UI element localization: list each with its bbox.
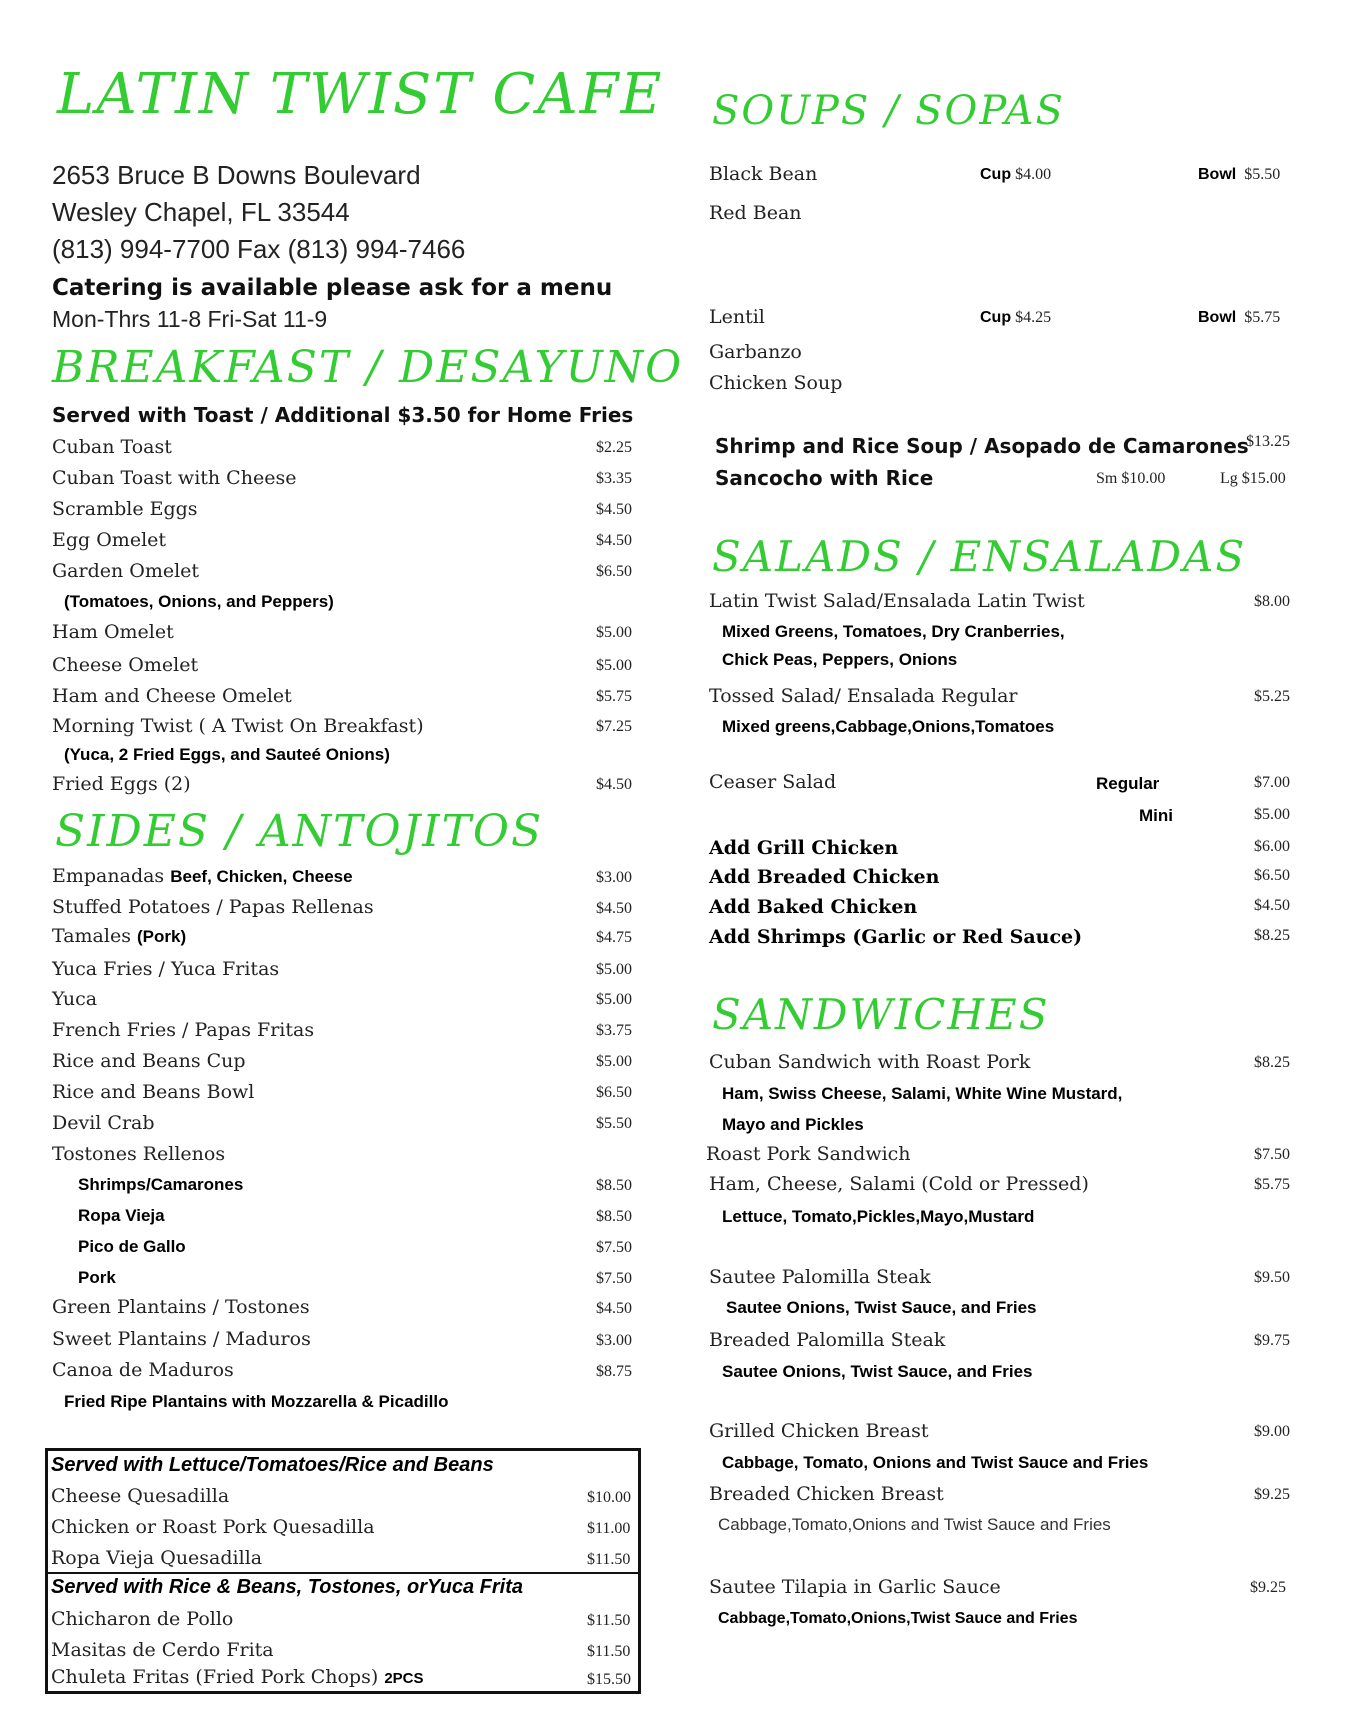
menu-item-price: $3.00 [596,869,632,886]
cafe-title: LATIN TWIST CAFE [57,62,664,127]
address-line2: Wesley Chapel, FL 33544 [52,197,350,227]
menu-item-name: Sweet Plantains / Maduros [52,1328,311,1350]
menu-item-name: Ham and Cheese Omelet [52,685,292,707]
sandwich-cuban: Cuban Sandwich with Roast Pork [709,1051,1031,1073]
item-extra: (Pork) [137,927,187,946]
sandwiches-title: SANDWICHES [712,990,1050,1039]
menu-item-price: $5.25 [1254,688,1290,705]
soup-red-bean: Red Bean [709,202,802,224]
menu-item-name: Tamales (Pork) [52,925,187,947]
soup-shrimp-price: $13.25 [1246,433,1290,450]
item-description: Chick Peas, Peppers, Onions [722,650,958,669]
menu-item-price: $15.50 [587,1671,631,1688]
menu-item-price: $8.00 [1254,593,1290,610]
menu-item-price: $7.00 [1254,774,1290,791]
address-line1: 2653 Bruce B Downs Boulevard [52,160,421,190]
menu-item-price: $3.75 [596,1022,632,1039]
soups-title: SOUPS / SOPAS [712,88,1065,134]
salad-add-on: Add Grill Chicken [709,837,899,859]
bowl-label: Bowl [1198,309,1237,326]
item-description: Fried Ripe Plantains with Mozzarella & Picadillo [64,1392,449,1411]
menu-item-name: Canoa de Maduros [52,1359,234,1381]
sandwich-grilled-chicken: Grilled Chicken Breast [709,1420,929,1442]
menu-sub-item: Pico de Gallo [78,1237,186,1256]
menu-sub-item: Ropa Vieja [78,1206,165,1225]
menu-item-name: Rice and Beans Cup [52,1050,246,1072]
combo-box [45,1448,641,1694]
combo-heading: Served with Rice & Beans, Tostones, orYuca Frita [51,1576,523,1598]
sandwich-roast-pork: Roast Pork Sandwich [706,1143,911,1165]
cup-label: Cup [980,309,1012,326]
menu-item-name: Devil Crab [52,1112,155,1134]
menu-item-name: Cheese Omelet [52,654,199,676]
item-description: Sautee Onions, Twist Sauce, and Fries [722,1362,1033,1381]
menu-item-name: Empanadas Beef, Chicken, Cheese [52,865,353,887]
menu-item-price: $11.50 [587,1612,631,1629]
menu-item-price: $9.75 [1254,1332,1290,1349]
salad-add-on: Add Breaded Chicken [709,866,940,888]
menu-item-price: $5.00 [596,657,632,674]
menu-item-name: Cuban Toast with Cheese [52,467,297,489]
menu-item-price: $11.50 [587,1643,631,1660]
menu-item-price: $7.25 [596,718,632,735]
menu-item-price: $6.50 [1254,867,1290,884]
menu-item-price: $8.25 [1254,927,1290,944]
item-description: (Tomatoes, Onions, and Peppers) [64,592,334,611]
menu-item-price: $4.50 [596,1300,632,1317]
catering-note: Catering is available please ask for a menu [52,275,613,301]
sandwich-breaded-chicken: Breaded Chicken Breast [709,1483,944,1505]
item-description: Lettuce, Tomato,Pickles,Mayo,Mustard [722,1207,1035,1226]
menu-item-name: Fried Eggs (2) [52,773,191,795]
menu-item-name: Ropa Vieja Quesadilla [51,1547,263,1569]
menu-item-price: $7.50 [596,1270,632,1287]
hours: Mon-Thrs 11-8 Fri-Sat 11-9 [52,306,328,332]
menu-item-name: French Fries / Papas Fritas [52,1019,315,1041]
soup-shrimp-rice: Shrimp and Rice Soup / Asopado de Camarones [715,434,1249,458]
menu-item-price: $5.50 [596,1115,632,1132]
menu-item-name: Green Plantains / Tostones [52,1296,310,1318]
menu-item-price: $3.35 [596,470,632,487]
soup-black-bean: Black Bean [709,163,818,185]
item-description: Sautee Onions, Twist Sauce, and Fries [726,1298,1037,1317]
sandwich-ham-cheese: Ham, Cheese, Salami (Cold or Pressed) [709,1173,1089,1195]
item-description: Cabbage,Tomato,Onions,Twist Sauce and Fries [718,1610,1078,1627]
size-regular: Regular [1096,774,1160,793]
menu-item-price: $11.00 [587,1520,631,1537]
item-description: Mayo and Pickles [722,1115,864,1134]
menu-item-price: $7.50 [1254,1146,1290,1163]
sancocho-large-price: Lg $15.00 [1220,470,1286,487]
item-description: Mixed greens,Cabbage,Onions,Tomatoes [722,717,1055,736]
soup-bowl-price: Bowl $5.75 [1198,309,1281,326]
sandwich-palomilla: Sautee Palomilla Steak [709,1266,931,1288]
menu-item-name: Cheese Quesadilla [51,1485,230,1507]
menu-item-price: $6.50 [596,1084,632,1101]
menu-item-name: Tostones Rellenos [52,1143,226,1165]
menu-item-price: $10.00 [587,1489,631,1506]
soup-chicken: Chicken Soup [709,372,843,394]
menu-item-price: $8.75 [596,1363,632,1380]
sancocho-small-price: Sm $10.00 [1096,470,1166,487]
menu-item-price: $5.00 [596,624,632,641]
menu-item-price: $3.00 [596,1332,632,1349]
menu-item-price: $9.00 [1254,1423,1290,1440]
menu-item-name: Masitas de Cerdo Frita [51,1639,274,1661]
item-description: (Yuca, 2 Fried Eggs, and Sauteé Onions) [64,745,390,764]
menu-item-price: $6.00 [1254,838,1290,855]
sandwich-breaded-palomilla: Breaded Palomilla Steak [709,1329,946,1351]
salad-add-on: Add Shrimps (Garlic or Red Sauce) [709,926,1083,948]
menu-item-name: Chuleta Fritas (Fried Pork Chops) 2PCS [51,1666,424,1688]
menu-item-name: Egg Omelet [52,529,167,551]
menu-item-name: Garden Omelet [52,560,200,582]
soup-lentil: Lentil [709,306,765,328]
item-extra: Beef, Chicken, Cheese [170,867,353,886]
menu-item-price: $4.75 [596,929,632,946]
salad-latin-twist: Latin Twist Salad/Ensalada Latin Twist [709,590,1085,612]
item-description: Ham, Swiss Cheese, Salami, White Wine Mustard, [722,1084,1123,1103]
size-mini: Mini [1139,806,1173,825]
menu-item-name: Stuffed Potatoes / Papas Rellenas [52,896,374,918]
menu-item-price: $9.25 [1254,1486,1290,1503]
box-divider [48,1572,638,1574]
menu-item-price: $6.50 [596,563,632,580]
menu-item-name: Chicken or Roast Pork Quesadilla [51,1516,375,1538]
soup-cup-price: Cup $4.00 [980,166,1052,183]
menu-item-name: Chicharon de Pollo [51,1608,234,1630]
menu-item-price: $5.00 [596,961,632,978]
menu-item-name: Cuban Toast [52,436,172,458]
soup-cup-price: Cup $4.25 [980,309,1052,326]
menu-item-price: $7.50 [596,1239,632,1256]
menu-item-name: Ham Omelet [52,621,174,643]
menu-sub-item: Shrimps/Camarones [78,1175,244,1194]
menu-item-price: $4.50 [596,776,632,793]
menu-item-name: Yuca Fries / Yuca Fritas [52,958,280,980]
menu-item-name: Rice and Beans Bowl [52,1081,255,1103]
item-description: Mixed Greens, Tomatoes, Dry Cranberries, [722,622,1065,641]
menu-item-price: $8.25 [1254,1054,1290,1071]
menu-item-price: $9.50 [1254,1269,1290,1286]
salads-title: SALADS / ENSALADAS [712,532,1247,581]
phone-fax: (813) 994-7700 Fax (813) 994-7466 [52,234,466,264]
menu-sub-item: Pork [78,1268,116,1287]
menu-item-price: $5.00 [596,991,632,1008]
sides-title: SIDES / ANTOJITOS [55,806,544,857]
soup-bowl-price: Bowl $5.50 [1198,166,1281,183]
breakfast-note: Served with Toast / Additional $3.50 for Home Fries [52,403,634,427]
soup-garbanzo: Garbanzo [709,341,802,363]
cup-label: Cup [980,166,1012,183]
menu-item-price: $4.50 [596,532,632,549]
item-description: Cabbage,Tomato,Onions and Twist Sauce and Fries [718,1515,1111,1534]
menu-item-name: Scramble Eggs [52,498,198,520]
item-extra: 2PCS [384,1670,424,1687]
salad-ceaser: Ceaser Salad [709,771,837,793]
menu-item-price: $5.75 [1254,1176,1290,1193]
menu-item-price: $11.50 [587,1551,631,1568]
menu-item-price: $4.50 [596,900,632,917]
menu-item-price: $5.00 [1254,806,1290,823]
menu-item-name: Yuca [52,988,98,1010]
item-description: Cabbage, Tomato, Onions and Twist Sauce and Fries [722,1453,1149,1472]
menu-item-price: $9.25 [1250,1579,1286,1596]
menu-item-price: $8.50 [596,1177,632,1194]
soup-sancocho: Sancocho with Rice [715,466,934,490]
bowl-label: Bowl [1198,166,1237,183]
sandwich-tilapia: Sautee Tilapia in Garlic Sauce [709,1576,1001,1598]
breakfast-title: BREAKFAST / DESAYUNO [52,342,684,393]
menu-item-price: $5.00 [596,1053,632,1070]
salad-tossed: Tossed Salad/ Ensalada Regular [709,685,1018,707]
combo-heading: Served with Lettuce/Tomatoes/Rice and Beans [51,1454,494,1476]
menu-item-price: $8.50 [596,1208,632,1225]
salad-add-on: Add Baked Chicken [709,896,918,918]
menu-item-price: $5.75 [596,688,632,705]
menu-item-price: $2.25 [596,439,632,456]
menu-item-price: $4.50 [596,501,632,518]
menu-item-name: Morning Twist ( A Twist On Breakfast) [52,715,424,737]
menu-item-price: $4.50 [1254,897,1290,914]
